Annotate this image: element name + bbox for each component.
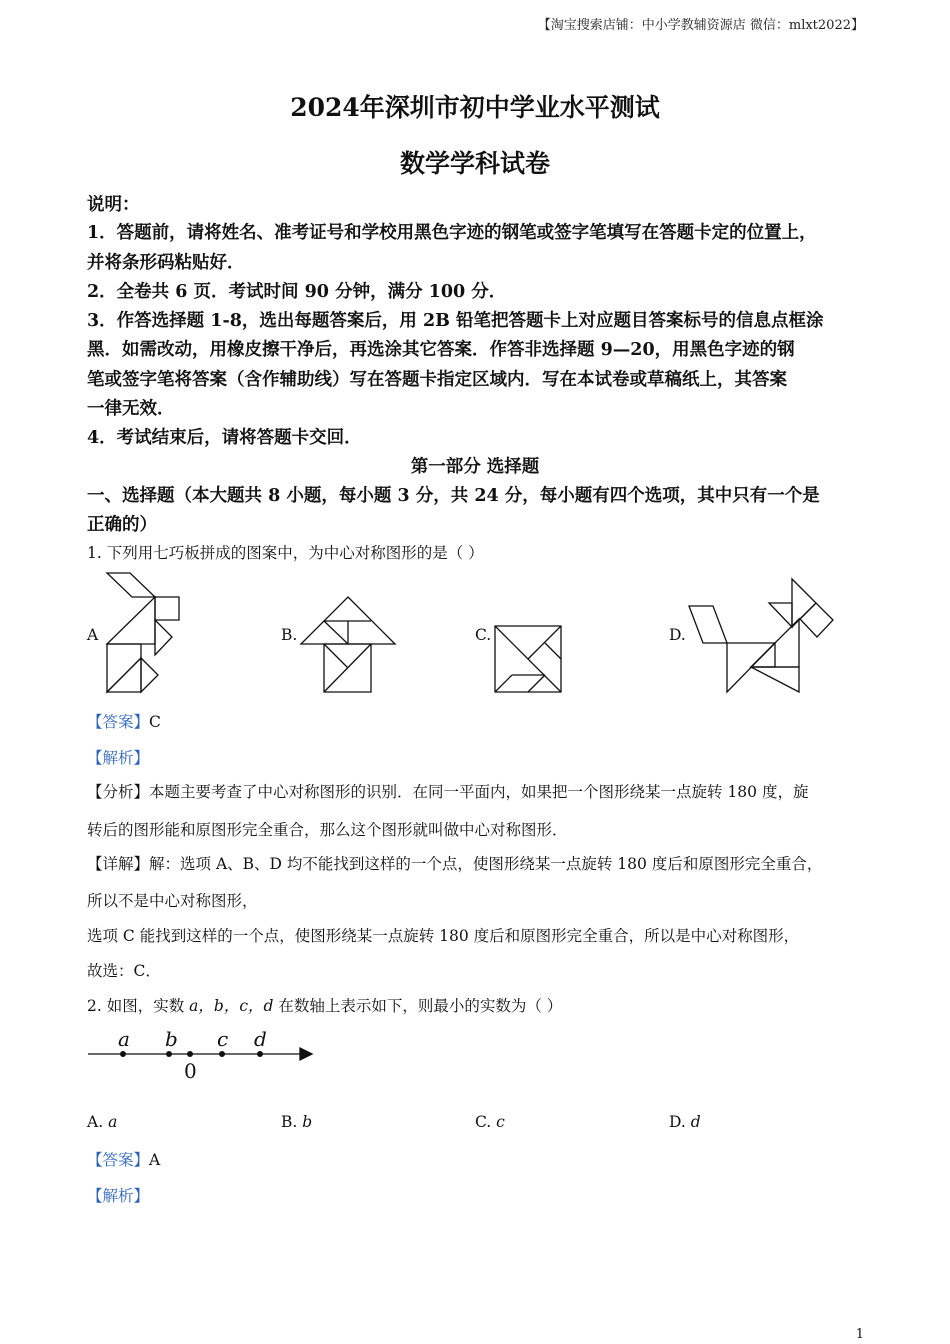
q1-detail-cont: 所以不是中心对称图形， [87, 892, 258, 910]
q1-answer [87, 710, 161, 732]
option-label: A. [87, 1113, 109, 1131]
answer-label: 【答案】 [87, 713, 150, 731]
option-label-b: B. [281, 626, 298, 644]
detail-text: 解：选项 A、B、D 均不能找到这样的一个点，使图形绕某一点旋转 180 度后和原图形完全重合， [149, 855, 823, 873]
instruction-line: 4．考试结束后，请将答题卡交回． [87, 428, 362, 448]
exam-title: 2024年深圳市初中学业水平测试 [290, 93, 660, 122]
page-header: 【淘宝搜索店铺：中小学教辅资源店 微信：mlxt2022】 [537, 18, 864, 33]
q2-option-b [281, 1113, 312, 1131]
point-zero [187, 1051, 193, 1057]
q2-analysis-label: 【解析】 [87, 1187, 150, 1205]
option-label-c: C. [475, 626, 492, 644]
fenxi-text: 本题主要考查了中心对称图形的识别．在同一平面内，如果把一个图形绕某一点旋转 180 度，旋 [149, 783, 809, 801]
q1-fenxi-cont: 转后的图形能和原图形完全重合，那么这个图形就叫做中心对称图形． [87, 821, 568, 839]
instructions-heading: 说明： [87, 195, 140, 215]
option-label-d: D. [669, 626, 686, 644]
q2-answer [87, 1148, 160, 1170]
answer-value: A [149, 1151, 161, 1169]
question-1-stem: 1. 下列用七巧板拼成的图案中，为中心对称图形的是（ ） [87, 544, 484, 562]
axis-label-a: a [118, 1027, 130, 1051]
instruction-line: 3．作答选择题 1-8，选出每题答案后，用 2B 铅笔把答题卡上对应题目答案标号的信息点框涂 [87, 311, 824, 331]
exam-subtitle: 数学学科试卷 [399, 149, 550, 178]
option-var: c [496, 1113, 505, 1131]
answer-label: 【答案】 [87, 1151, 150, 1169]
option-var: d [690, 1113, 701, 1131]
instruction-line: 一律无效． [87, 399, 175, 419]
q1-detail [87, 852, 822, 874]
point-b [166, 1051, 172, 1057]
q2-option-d [669, 1113, 701, 1131]
tangram-figure-a [100, 568, 190, 698]
option-var: b [302, 1113, 313, 1131]
point-a [120, 1051, 126, 1057]
axis-label-c: c [217, 1027, 229, 1051]
tangram-figure-c [490, 621, 566, 697]
section-heading: 一、选择题（本大题共 8 小题，每小题 3 分，共 24 分，每小题有四个选项，其中只有一个是 [87, 486, 820, 506]
point-c [219, 1051, 225, 1057]
q1-analysis-label: 【解析】 [87, 749, 150, 767]
answer-value: C [149, 713, 161, 731]
instruction-line: 黑．如需改动，用橡皮擦干净后，再选涂其它答案．作答非选择题 9—20，用黑色字迹的钢 [87, 340, 795, 360]
q2-option-a [87, 1113, 117, 1131]
axis-label-b: b [165, 1027, 178, 1051]
option-label: D. [669, 1113, 691, 1131]
fenxi-label: 【分析】 [87, 783, 150, 801]
stem-post: 在数轴上表示如下，则最小的实数为（ ） [273, 997, 563, 1015]
q1-detail-cont: 选项 C 能找到这样的一个点，使图形绕某一点旋转 180 度后和原图形完全重合，所以是中心对称图形， [87, 927, 800, 945]
tangram-figure-b [296, 592, 400, 696]
instruction-line: 并将条形码粘贴好． [87, 253, 245, 273]
option-label-a: A [87, 626, 99, 644]
q2-option-c [475, 1113, 505, 1131]
point-d [257, 1051, 263, 1057]
q1-fenxi [87, 780, 808, 802]
stem-pre: 2. 如图，实数 [87, 997, 190, 1015]
instruction-line: 1．答题前，请将姓名、准考证号和学校用黑色字迹的钢笔或签字笔填写在答题卡定的位置上， [87, 223, 817, 243]
section-heading-cont: 正确的） [87, 515, 157, 535]
instruction-line: 2．全卷共 6 页．考试时间 90 分钟，满分 100 分． [87, 282, 507, 302]
option-label: C. [475, 1113, 497, 1131]
q1-conclusion: 故选：C． [87, 962, 161, 980]
part-heading: 第一部分 选择题 [410, 457, 540, 477]
instruction-line: 笔或签字笔将答案（含作辅助线）写在答题卡指定区域内．写在本试卷或草稿纸上，其答案 [87, 370, 787, 390]
question-2-stem [87, 994, 562, 1016]
axis-label-zero: 0 [184, 1059, 197, 1083]
tangram-figure-d [684, 574, 838, 698]
detail-label: 【详解】 [87, 855, 150, 873]
option-var: a [108, 1113, 118, 1131]
stem-vars: a，b，c，d [189, 997, 274, 1015]
axis-label-d: d [254, 1027, 267, 1051]
option-label: B. [281, 1113, 303, 1131]
page-number: 1 [855, 1327, 864, 1342]
